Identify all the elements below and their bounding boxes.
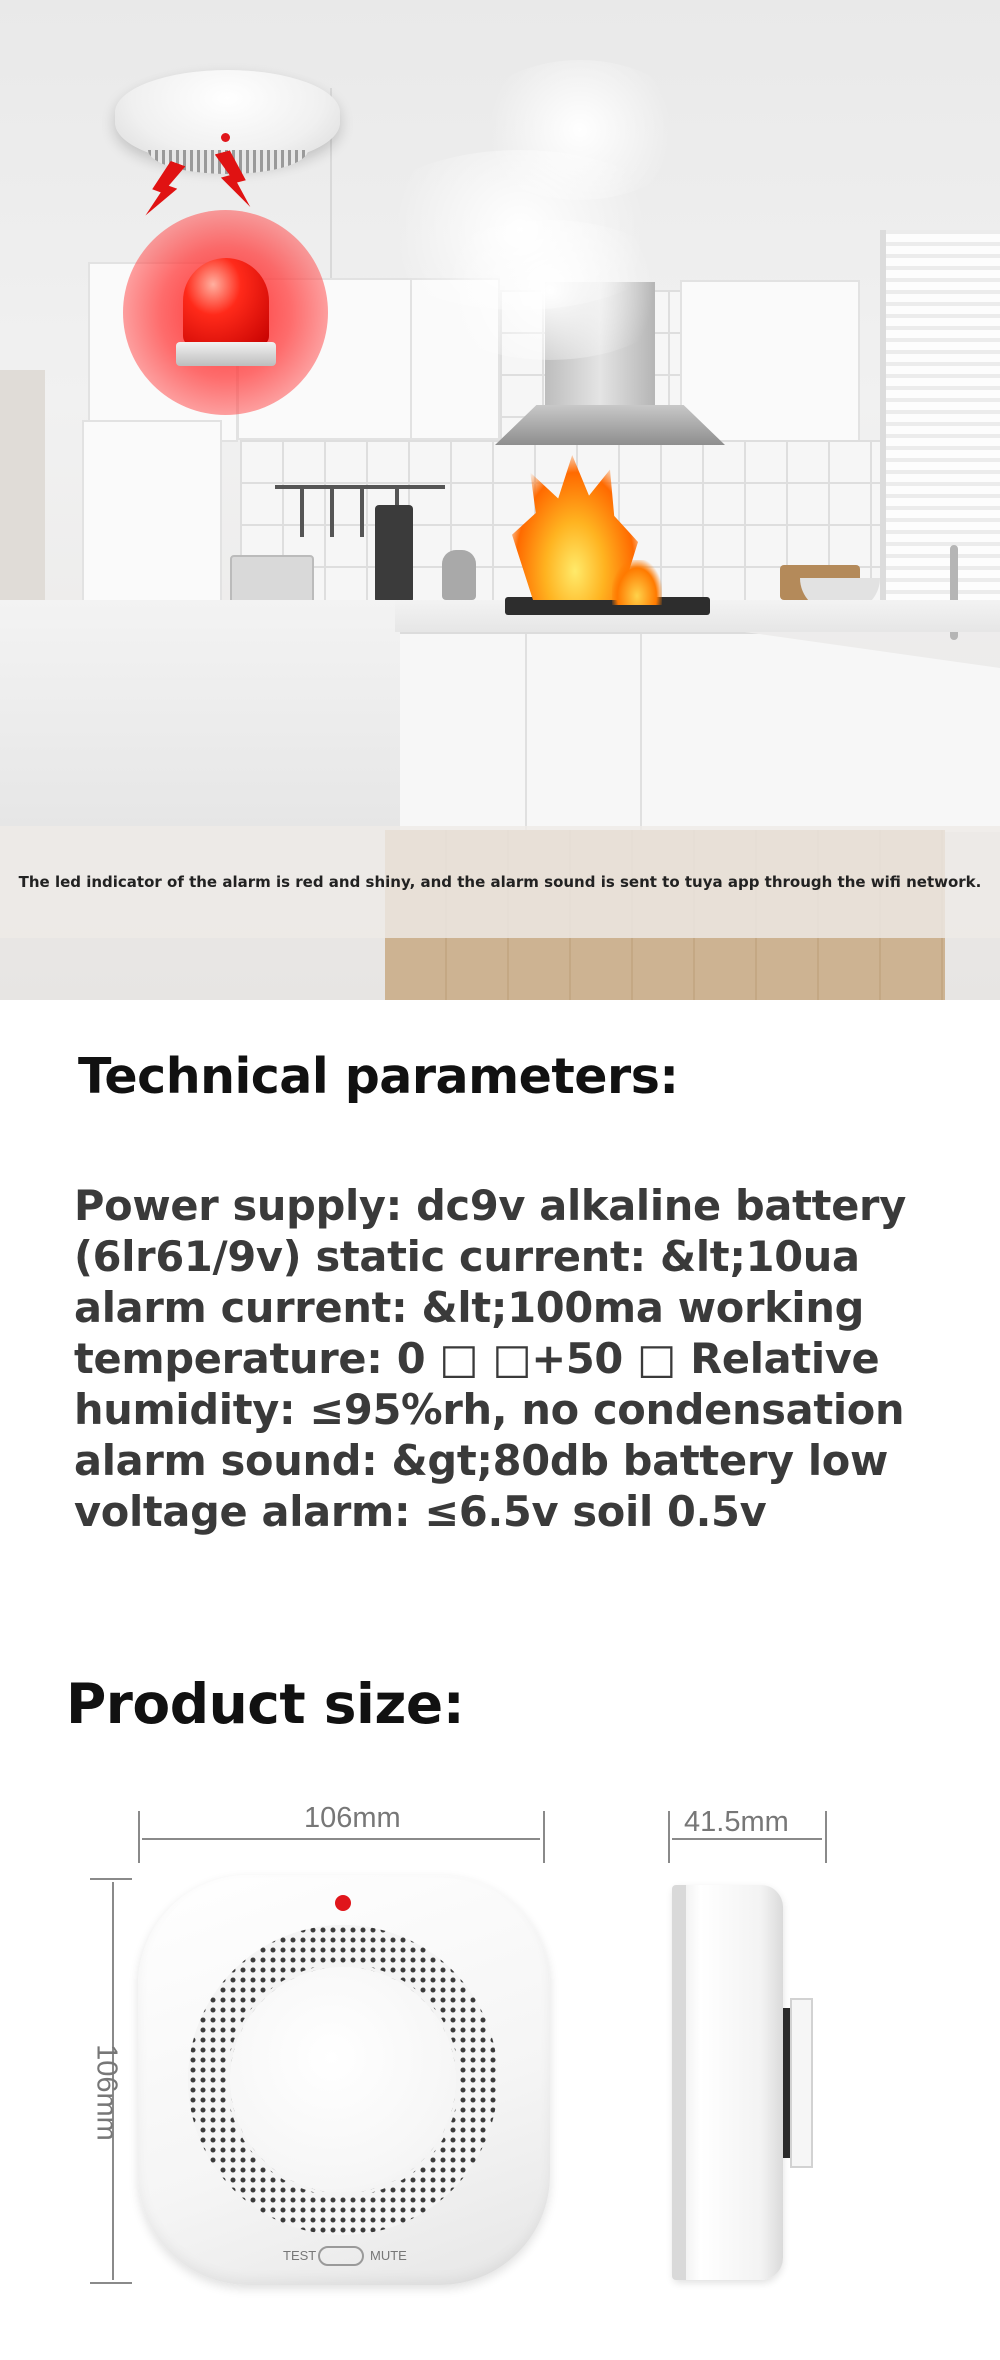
smoke [420,220,680,360]
width-dimension-line [142,1838,540,1840]
width-dimension-label: 106mm [304,1802,401,1834]
test-mute-button [318,2246,364,2266]
dimension-tick [90,1878,132,1880]
dimension-tick [668,1811,670,1863]
technical-parameters-text: Power supply: dc9v alkaline battery (6lr61/9v) static current: &lt;10ua alarm current: &lt;100ma working temperature: 0 □ □+50 □ Relative humidity: ≤95%rh, no condensation alarm sound: &gt;80db battery low voltage alarm: ≤6.5v soil 0.5v [74,1181,906,1536]
height-dimension-label: 106mm [90,2044,123,2141]
technical-parameters-heading: Technical parameters: [78,1048,679,1105]
mute-label: MUTE [370,2248,407,2263]
fire-flame-small [612,560,662,605]
lower-cabinets-right [745,632,1000,832]
smoke [470,60,690,200]
siren-base [176,342,276,366]
dimension-tick [90,2282,132,2284]
dimension-tick [825,1811,827,1863]
test-label: TEST [283,2248,317,2263]
utensil [360,489,364,537]
utensil [330,489,334,537]
window-blinds [880,230,1000,630]
island-countertop [0,600,400,830]
lower-cabinets [400,632,745,832]
detector-center-disc [230,1967,456,2193]
detector-led-indicator [221,133,230,142]
detector-side-view [673,1885,783,2280]
dimension-tick [138,1811,140,1863]
depth-dimension-label: 41.5mm [684,1806,789,1838]
detector-side-edge [672,1885,686,2280]
coffee-machine [375,505,413,603]
product-size-heading: Product size: [66,1672,465,1736]
dimension-tick [543,1811,545,1863]
detector-mount-bracket [790,1998,813,2168]
detector-led-indicator [335,1895,351,1911]
hero-caption: The led indicator of the alarm is red and shiny, and the alarm sound is sent to tuya app through the wifi network. [18,873,982,891]
kettle [442,550,476,600]
lightning-bolt-icon [141,157,186,222]
siren-light-icon [183,258,269,346]
utensil [300,489,304,537]
hero-kitchen-image [0,0,1000,1000]
